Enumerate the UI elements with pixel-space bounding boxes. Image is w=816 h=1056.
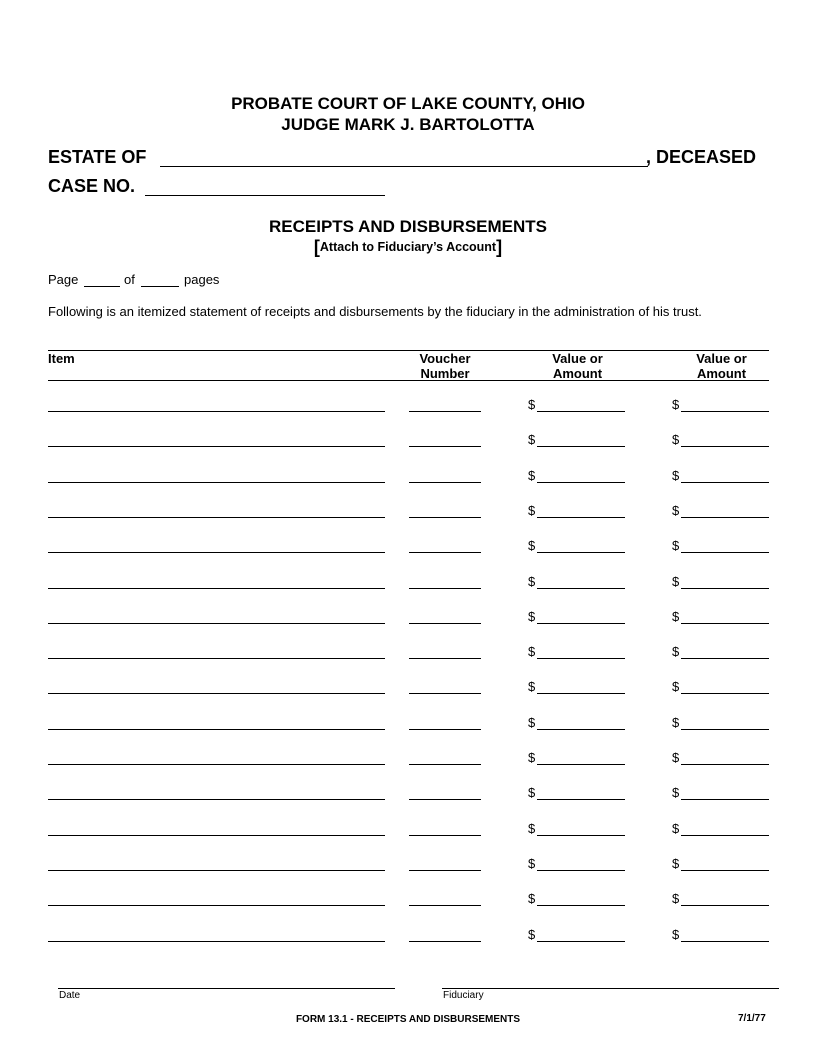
form-footer: FORM 13.1 - RECEIPTS AND DISBURSEMENTS: [295, 1014, 521, 1025]
date-label: Date: [59, 990, 81, 1001]
dollar-sign-value-1: $: [528, 538, 536, 553]
court-name: PROBATE COURT OF LAKE COUNTY, OHIO: [231, 94, 585, 113]
voucher-number-field[interactable]: [409, 835, 481, 836]
dollar-sign-value-1: $: [528, 644, 536, 659]
item-field[interactable]: [48, 835, 385, 836]
voucher-number-field[interactable]: [409, 905, 481, 906]
value-2-field[interactable]: [681, 446, 769, 447]
form-title: RECEIPTS AND DISBURSEMENTS: [268, 217, 547, 236]
total-pages-field[interactable]: [141, 286, 179, 287]
dollar-sign-value-1: $: [528, 503, 536, 518]
dollar-sign-value-2: $: [672, 785, 680, 800]
dollar-sign-value-2: $: [672, 644, 680, 659]
value-2-field[interactable]: [681, 693, 769, 694]
value-1-field[interactable]: [537, 729, 625, 730]
col-header-value-1-line2: Amount: [552, 366, 603, 381]
col-header-voucher-line1: Voucher: [419, 351, 471, 366]
value-1-field[interactable]: [537, 693, 625, 694]
value-1-field[interactable]: [537, 446, 625, 447]
value-2-field[interactable]: [681, 870, 769, 871]
dollar-sign-value-1: $: [528, 468, 536, 483]
value-2-field[interactable]: [681, 482, 769, 483]
item-field[interactable]: [48, 552, 385, 553]
dollar-sign-value-2: $: [672, 715, 680, 730]
dollar-sign-value-2: $: [672, 927, 680, 942]
item-field[interactable]: [48, 870, 385, 871]
dollar-sign-value-2: $: [672, 432, 680, 447]
voucher-number-field[interactable]: [409, 658, 481, 659]
attach-note: [0, 237, 816, 258]
voucher-number-field[interactable]: [409, 517, 481, 518]
value-1-field[interactable]: [537, 835, 625, 836]
value-2-field[interactable]: [681, 799, 769, 800]
value-1-field[interactable]: [537, 799, 625, 800]
dollar-sign-value-1: $: [528, 856, 536, 871]
value-2-field[interactable]: [681, 729, 769, 730]
dollar-sign-value-1: $: [528, 397, 536, 412]
fiduciary-label: Fiduciary: [443, 990, 484, 1001]
dollar-sign-value-1: $: [528, 821, 536, 836]
item-field[interactable]: [48, 588, 385, 589]
dollar-sign-value-2: $: [672, 750, 680, 765]
col-header-value-2-line2: Amount: [696, 366, 747, 381]
pages-label: pages: [184, 272, 220, 287]
item-field[interactable]: [48, 941, 385, 942]
item-field[interactable]: [48, 799, 385, 800]
value-2-field[interactable]: [681, 941, 769, 942]
item-field[interactable]: [48, 658, 385, 659]
value-1-field[interactable]: [537, 482, 625, 483]
dollar-sign-value-2: $: [672, 856, 680, 871]
value-2-field[interactable]: [681, 658, 769, 659]
dollar-sign-value-1: $: [528, 785, 536, 800]
value-2-field[interactable]: [681, 835, 769, 836]
col-header-item: Item: [48, 351, 75, 366]
attach-bracket-open: [: [313, 237, 320, 257]
of-label: of: [124, 272, 135, 287]
voucher-number-field[interactable]: [409, 729, 481, 730]
item-field[interactable]: [48, 446, 385, 447]
voucher-number-field[interactable]: [409, 764, 481, 765]
dollar-sign-value-1: $: [528, 609, 536, 624]
dollar-sign-value-1: $: [528, 750, 536, 765]
col-header-value-1-line1: Value or: [552, 351, 603, 366]
value-1-field[interactable]: [537, 517, 625, 518]
value-1-field[interactable]: [537, 870, 625, 871]
item-field[interactable]: [48, 905, 385, 906]
dollar-sign-value-2: $: [672, 574, 680, 589]
item-field[interactable]: [48, 764, 385, 765]
voucher-number-field[interactable]: [409, 446, 481, 447]
judge-name: JUDGE MARK J. BARTOLOTTA: [281, 115, 535, 134]
case-no-label: CASE NO.: [48, 176, 136, 196]
item-field[interactable]: [48, 482, 385, 483]
value-1-field[interactable]: [537, 623, 625, 624]
value-1-field[interactable]: [537, 905, 625, 906]
col-header-value-2: [674, 351, 769, 381]
voucher-number-field[interactable]: [409, 623, 481, 624]
fiduciary-signature-line[interactable]: [442, 988, 779, 989]
dollar-sign-value-2: $: [672, 538, 680, 553]
dollar-sign-value-2: $: [672, 397, 680, 412]
dollar-sign-value-2: $: [672, 503, 680, 518]
dollar-sign-value-1: $: [528, 679, 536, 694]
item-field[interactable]: [48, 729, 385, 730]
dollar-sign-value-2: $: [672, 609, 680, 624]
dollar-sign-value-2: $: [672, 679, 680, 694]
date-signature-line[interactable]: [58, 988, 395, 989]
col-header-value-2-line1: Value or: [696, 351, 747, 366]
dollar-sign-value-1: $: [528, 574, 536, 589]
case-number-field[interactable]: [145, 195, 385, 196]
page-label: Page: [48, 272, 79, 287]
col-header-voucher-line2: Number: [420, 366, 470, 381]
dollar-sign-value-1: $: [528, 927, 536, 942]
value-1-field[interactable]: [537, 941, 625, 942]
dollar-sign-value-2: $: [672, 468, 680, 483]
page-number-field[interactable]: [84, 286, 120, 287]
voucher-number-field[interactable]: [409, 941, 481, 942]
value-1-field[interactable]: [537, 411, 625, 412]
value-1-field[interactable]: [537, 764, 625, 765]
voucher-number-field[interactable]: [409, 588, 481, 589]
value-2-field[interactable]: [681, 411, 769, 412]
statement-text: Following is an itemized statement of receipts and disbursements by the fiduciary in the administration of his trust.: [48, 304, 702, 319]
attach-bracket-close: ]: [496, 237, 503, 257]
deceased-label: , DECEASED: [646, 147, 757, 167]
value-2-field[interactable]: [681, 905, 769, 906]
table-header-rule: [48, 380, 769, 381]
dollar-sign-value-2: $: [672, 891, 680, 906]
value-2-field[interactable]: [681, 517, 769, 518]
dollar-sign-value-1: $: [528, 432, 536, 447]
value-1-field[interactable]: [537, 588, 625, 589]
value-2-field[interactable]: [681, 552, 769, 553]
estate-name-field[interactable]: [160, 166, 648, 167]
value-2-field[interactable]: [681, 588, 769, 589]
voucher-number-field[interactable]: [409, 552, 481, 553]
voucher-number-field[interactable]: [409, 870, 481, 871]
item-field[interactable]: [48, 411, 385, 412]
voucher-number-field[interactable]: [409, 693, 481, 694]
dollar-sign-value-1: $: [528, 715, 536, 730]
voucher-number-field[interactable]: [409, 799, 481, 800]
col-header-voucher: [405, 351, 485, 381]
attach-note-text: Attach to Fiduciary’s Account: [319, 240, 497, 254]
dollar-sign-value-2: $: [672, 821, 680, 836]
value-2-field[interactable]: [681, 623, 769, 624]
form-revision-date: 7/1/77: [738, 1013, 766, 1024]
item-field[interactable]: [48, 517, 385, 518]
value-2-field[interactable]: [681, 764, 769, 765]
voucher-number-field[interactable]: [409, 411, 481, 412]
voucher-number-field[interactable]: [409, 482, 481, 483]
value-1-field[interactable]: [537, 658, 625, 659]
col-header-value-1: [530, 351, 625, 381]
item-field[interactable]: [48, 623, 385, 624]
value-1-field[interactable]: [537, 552, 625, 553]
estate-of-label: ESTATE OF: [48, 147, 147, 167]
dollar-sign-value-1: $: [528, 891, 536, 906]
item-field[interactable]: [48, 693, 385, 694]
